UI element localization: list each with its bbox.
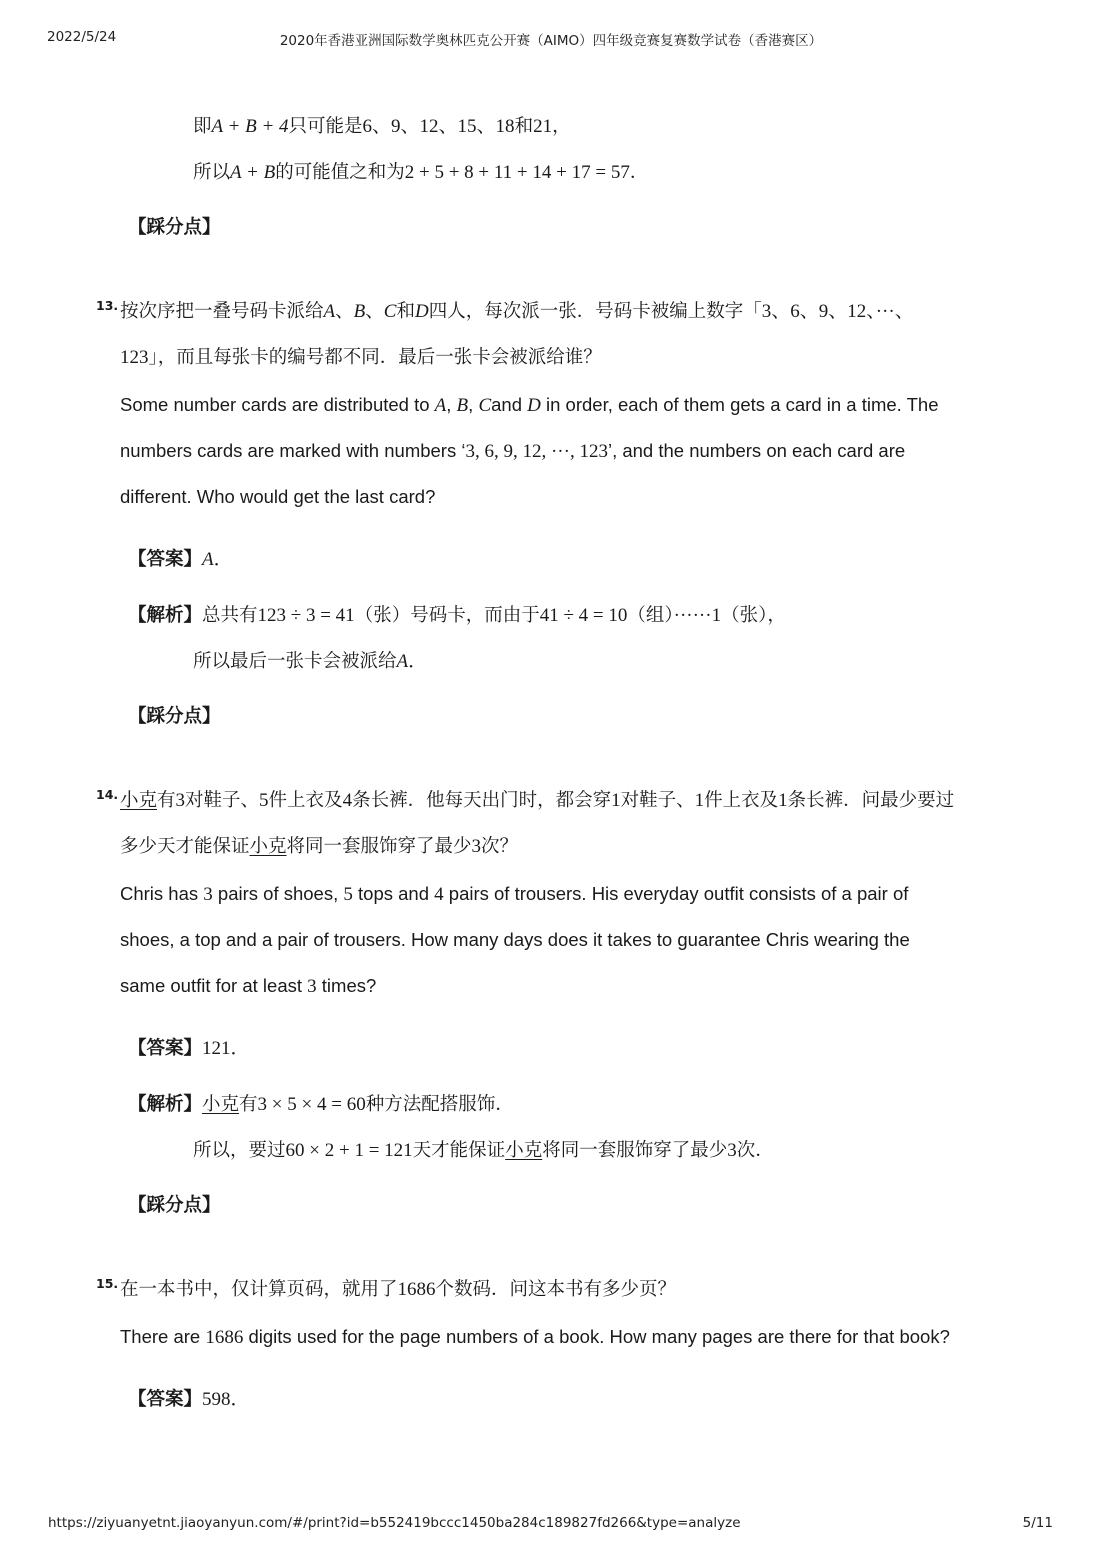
print-date: 2022/5/24	[47, 29, 117, 45]
q13-points-label: 【踩分点】	[128, 706, 221, 727]
q13-question-en-line1: Some number cards are distributed to A, B, Cand D in order, each of them gets a card in a time. The	[120, 394, 939, 416]
q14-number: 14.	[96, 787, 119, 802]
q14-analysis-line1: 【解析】小克有3 × 5 × 4 = 60种方法配搭服饰．	[128, 1094, 514, 1115]
q14-answer: 【答案】121．	[128, 1038, 250, 1059]
page-number: 5/11	[1022, 1515, 1053, 1531]
q13-question-en-line3: different. Who would get the last card?	[120, 486, 436, 507]
q15-question-cn-line1: 在一本书中，仅计算页码，就用了1686个数码．问这本书有多少页？	[120, 1279, 677, 1300]
q15-question-en-line1: There are 1686 digits used for the page numbers of a book. How many pages are there for that book?	[120, 1326, 950, 1348]
q14-question-en-line3: same outfit for at least 3 times?	[120, 975, 377, 997]
q15-answer: 【答案】598．	[128, 1389, 250, 1410]
q14-analysis-line2: 所以，要过60 × 2 + 1 = 121天才能保证小克将同一套服饰穿了最少3次．	[193, 1140, 774, 1161]
q14-points-label: 【踩分点】	[128, 1195, 221, 1216]
q14-question-en-line1: Chris has 3 pairs of shoes, 5 tops and 4 pairs of trousers. His everyday outfit consists of a pair of	[120, 883, 909, 905]
print-url: https://ziyuanyetnt.jiaoyanyun.com/#/print?id=b552419bccc1450ba284c189827fd266&type=analyze	[48, 1515, 741, 1531]
q12-points-label: 【踩分点】	[128, 217, 221, 238]
q14-question-cn-line2: 多少天才能保证小克将同一套服饰穿了最少3次？	[120, 836, 519, 857]
q13-question-cn-line1: 按次序把一叠号码卡派给A、B、C和D四人，每次派一张．号码卡被编上数字「3、6、9、12、···、	[120, 301, 914, 322]
q12-solution-line1: 即A + B + 4只可能是6、9、12、15、18和21，	[193, 116, 571, 137]
q12-solution-line2: 所以A + B的可能值之和为2 + 5 + 8 + 11 + 14 + 17 = 57．	[193, 162, 649, 183]
q15-number: 15.	[96, 1276, 119, 1291]
document-title: 2020年香港亚洲国际数学奥林匹克公开赛（AIMO）四年级竞赛复赛数学试卷（香港赛区）	[279, 33, 823, 49]
q14-question-cn-line1: 小克有3对鞋子、5件上衣及4条长裤．他每天出门时，都会穿1对鞋子、1件上衣及1条长裤．问最少要过	[120, 790, 955, 811]
q13-number: 13.	[96, 298, 119, 313]
q13-analysis-line1: 【解析】总共有123 ÷ 3 = 41（张）号码卡，而由于41 ÷ 4 = 10（组）······1（张），	[128, 605, 786, 626]
q14-question-en-line2: shoes, a top and a pair of trousers. How many days does it takes to guarantee Chris wearing the	[120, 929, 910, 950]
q13-question-en-line2: numbers cards are marked with numbers ‘3, 6, 9, 12, ···, 123’, and the numbers on each card are	[120, 440, 906, 462]
q13-question-cn-line2: 123」，而且每张卡的编号都不同．最后一张卡会被派给谁？	[120, 347, 602, 368]
q13-answer: 【答案】A．	[128, 549, 233, 570]
q13-analysis-line2: 所以最后一张卡会被派给A．	[193, 651, 428, 672]
